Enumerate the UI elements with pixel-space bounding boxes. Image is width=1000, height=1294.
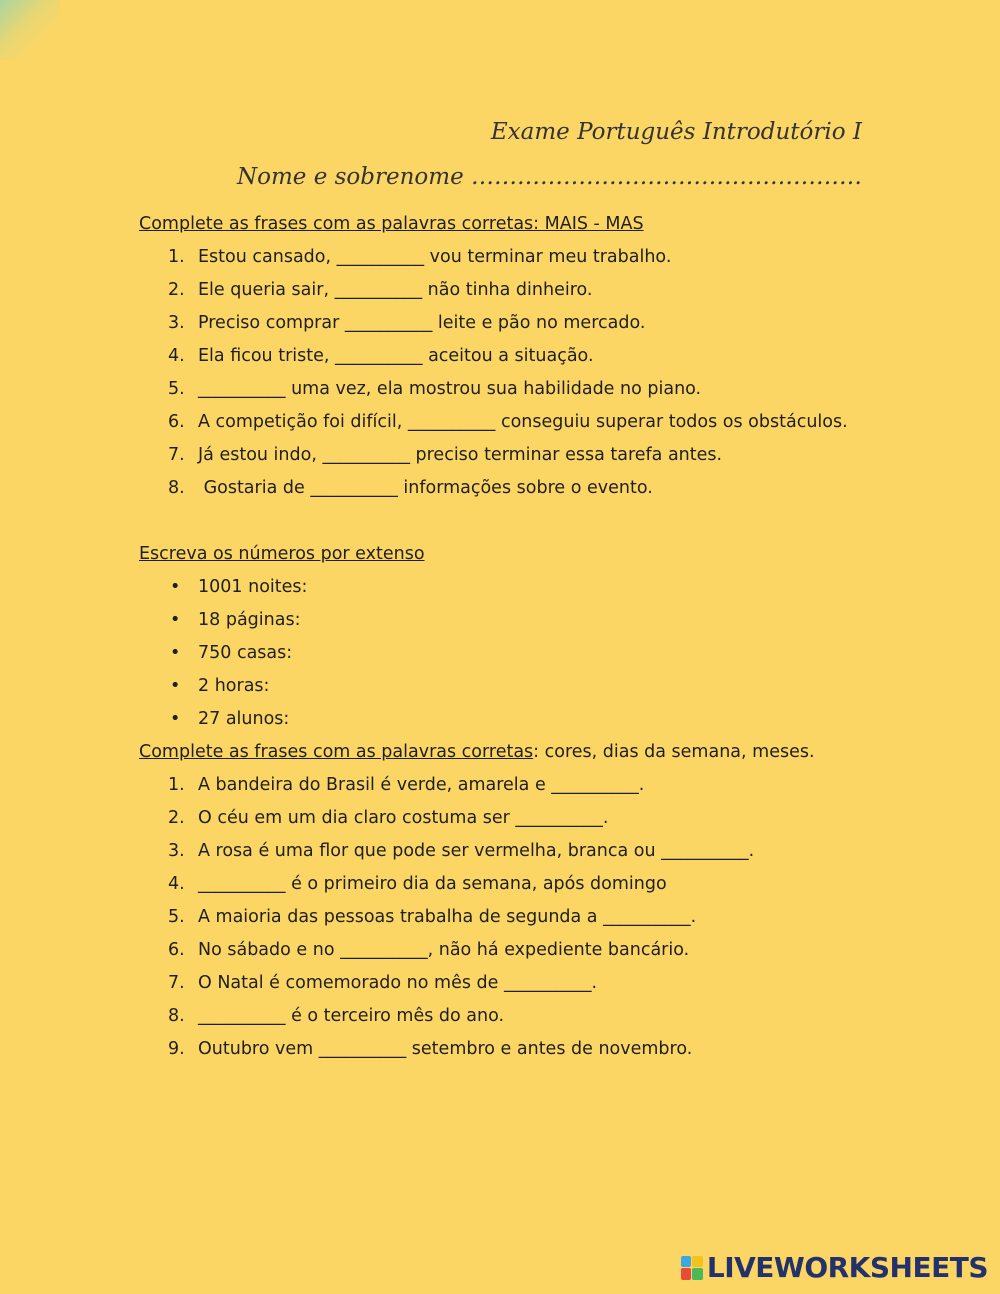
name-field-label: Nome e sobrenome ……………………………………………	[237, 164, 862, 190]
item-text: A competição foi difícil, __________ conseguiu superar todos os obstáculos.	[198, 412, 848, 432]
exercise-item	[139, 769, 869, 802]
liveworksheets-logo[interactable]	[681, 1251, 988, 1284]
heading-underlined-part: Complete as frases com as palavras corretas	[139, 742, 534, 762]
corner-decoration	[0, 0, 60, 60]
worksheet-header	[237, 112, 862, 202]
item-text: 2 horas:	[198, 676, 270, 696]
bullet-icon: •	[170, 643, 181, 663]
bullet-icon: •	[170, 610, 181, 630]
exercise-list-colors-days-months	[139, 769, 869, 1066]
item-text: Gostaria de __________ informações sobre o evento.	[198, 478, 653, 498]
item-text: A rosa é uma flor que pode ser vermelha, branca ou __________.	[198, 841, 755, 861]
exercise-item	[139, 637, 869, 670]
logo-text: LIVEWORKSHEETS	[706, 1251, 988, 1284]
item-number: 7.	[168, 445, 185, 465]
bullet-icon: •	[170, 577, 181, 597]
item-number: 6.	[168, 412, 185, 432]
item-text: 1001 noites:	[198, 577, 308, 597]
item-text: 27 alunos:	[198, 709, 290, 729]
section-heading-mais-mas: Complete as frases com as palavras corretas: MAIS - MAS	[139, 214, 644, 234]
item-number: 7.	[168, 973, 185, 993]
item-number: 1.	[168, 247, 185, 267]
item-number: 8.	[168, 1006, 185, 1026]
item-text: No sábado e no __________, não há expediente bancário.	[198, 940, 690, 960]
item-text: __________ é o primeiro dia da semana, após domingo	[198, 874, 667, 894]
item-number: 5.	[168, 379, 185, 399]
item-number: 4.	[168, 346, 185, 366]
exercise-item	[139, 703, 869, 736]
exercise-item	[139, 274, 869, 307]
item-text: O Natal é comemorado no mês de __________.	[198, 973, 598, 993]
item-text: __________ uma vez, ela mostrou sua habilidade no piano.	[198, 379, 702, 399]
item-text: Já estou indo, __________ preciso terminar essa tarefa antes.	[198, 445, 723, 465]
exercise-item	[139, 1000, 869, 1033]
item-number: 3.	[168, 313, 185, 333]
exercise-item	[139, 802, 869, 835]
item-number: 5.	[168, 907, 185, 927]
exercise-item	[139, 835, 869, 868]
item-text: Estou cansado, __________ vou terminar meu trabalho.	[198, 247, 672, 267]
exercise-item	[139, 340, 869, 373]
worksheet-content	[139, 208, 869, 1066]
item-number: 3.	[168, 841, 185, 861]
item-number: 1.	[168, 775, 185, 795]
item-text: A bandeira do Brasil é verde, amarela e __________.	[198, 775, 645, 795]
exercise-item	[139, 934, 869, 967]
logo-blocks-icon	[681, 1256, 703, 1280]
page-title: Exame Português Introdutório I	[490, 119, 862, 145]
exercise-item	[139, 406, 869, 439]
item-text: A maioria das pessoas trabalha de segunda a __________.	[198, 907, 697, 927]
item-number: 2.	[168, 808, 185, 828]
exercise-item	[139, 604, 869, 637]
bullet-icon: •	[170, 676, 181, 696]
item-text: Ele queria sair, __________ não tinha dinheiro.	[198, 280, 593, 300]
item-text: Outubro vem __________ setembro e antes de novembro.	[198, 1039, 693, 1059]
item-text: Preciso comprar __________ leite e pão no mercado.	[198, 313, 646, 333]
item-number: 8.	[168, 478, 185, 498]
item-number: 6.	[168, 940, 185, 960]
bullet-icon: •	[170, 709, 181, 729]
exercise-item	[139, 967, 869, 1000]
exercise-list-mais-mas	[139, 241, 869, 505]
exercise-item	[139, 439, 869, 472]
exercise-item	[139, 307, 869, 340]
section-heading-colors-days-months	[139, 736, 869, 769]
exercise-item	[139, 373, 869, 406]
exercise-item	[139, 571, 869, 604]
item-number: 9.	[168, 1039, 185, 1059]
exercise-list-numbers	[139, 571, 869, 736]
exercise-item	[139, 472, 869, 505]
exercise-item	[139, 241, 869, 274]
exercise-item	[139, 670, 869, 703]
exercise-item	[139, 901, 869, 934]
item-number: 2.	[168, 280, 185, 300]
item-text: 750 casas:	[198, 643, 293, 663]
section-heading-numbers: Escreva os números por extenso	[139, 544, 425, 564]
heading-rest: : cores, dias da semana, meses.	[533, 742, 815, 762]
exercise-item	[139, 868, 869, 901]
section-spacer	[139, 505, 869, 538]
item-number: 4.	[168, 874, 185, 894]
item-text: Ela ficou triste, __________ aceitou a situação.	[198, 346, 594, 366]
item-text: O céu em um dia claro costuma ser __________.	[198, 808, 609, 828]
item-text: 18 páginas:	[198, 610, 301, 630]
exercise-item	[139, 1033, 869, 1066]
item-text: __________ é o terceiro mês do ano.	[198, 1006, 505, 1026]
